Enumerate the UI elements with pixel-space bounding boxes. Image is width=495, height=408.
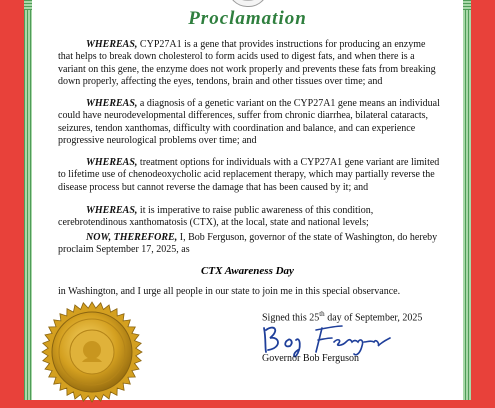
paragraph-1 — [58, 39, 442, 88]
signer-name: Governor Bob Ferguson — [262, 353, 360, 364]
paragraph-2-lead: WHEREAS, — [86, 98, 138, 109]
closing-text: in Washington, and I urge all people in our state to join me in this special observance. — [58, 286, 401, 297]
paragraph-3-text: treatment options for individuals with a CYP27A1 gene variant are limited to lifetime use of chenodeoxycholic acid replacement therapy, which may partially reverse the disease process but cannot reverse the damage that has been caused by it; and — [58, 157, 440, 193]
paragraph-2 — [58, 98, 442, 147]
signed-date-prefix: Signed this 25 — [262, 312, 320, 324]
paragraph-5-text: I, Bob Ferguson, governor of the state of Washington, do hereby proclaim September 17, 2025, as — [58, 232, 438, 256]
paragraph-4-lead: WHEREAS, — [86, 205, 138, 216]
paragraph-4-text: it is imperative to raise public awareness of this condition, cerebrotendinous xanthomatosis (CTX), at the local, state and national levels; — [58, 205, 374, 229]
awareness-day-title: CTX Awareness Day — [201, 265, 294, 277]
signed-date-sup: th — [319, 310, 325, 318]
paragraph-3-lead: WHEREAS, — [86, 157, 138, 168]
gold-seal — [36, 296, 148, 408]
proclamation-title: Proclamation — [188, 8, 307, 29]
signed-date-suffix: day of September, 2025 — [324, 312, 423, 324]
paragraph-5-lead: NOW, THEREFORE, — [86, 232, 178, 243]
paragraph-2-text: a diagnosis of a genetic variant on the CYP27A1 gene means an individual could have neurodevelopmental differences, suffer from chronic diarrhea, bilateral cataracts, seizures, tendon xanthomas, difficulty with coordination and balance, and can experience progressive neurological problems over time; and — [58, 98, 440, 146]
paragraph-1-text: CYP27A1 is a gene that provides instructions for producing an enzyme that helps to break down cholesterol to form acids used to digest fats, and when there is a variant on this gene, the enzyme does not work properly and prevents these fats from breaking down properly, affecting the eyes, tendons, brain and other tissues over time; and — [58, 39, 436, 87]
paragraph-5 — [58, 232, 442, 257]
paragraph-1-lead: WHEREAS, — [86, 39, 138, 50]
paragraph-4 — [58, 205, 442, 230]
paragraph-3 — [58, 157, 442, 194]
